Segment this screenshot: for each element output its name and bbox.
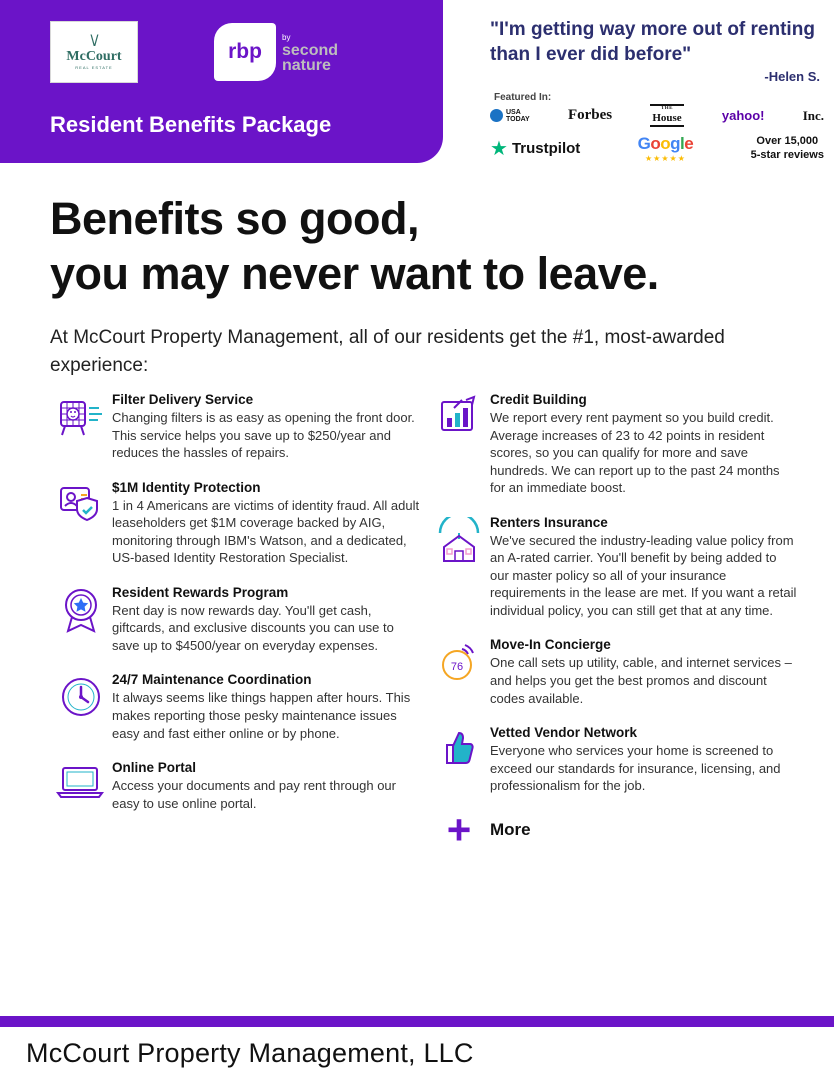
header <box>0 0 834 172</box>
benefit-body <box>490 392 798 497</box>
benefit-description: It always seems like things happen after hours. This makes reporting those pesky maintenance issues easy and fast either online or by phone. <box>112 690 411 741</box>
page-subheadline: At McCourt Property Management, all of our residents get the #1, most-awarded experience: <box>50 327 725 376</box>
featured-in-label: Featured In: <box>494 92 552 103</box>
filter-delivery-icon <box>50 392 112 462</box>
benefit-item <box>50 585 420 655</box>
thumbs-up-icon <box>428 725 490 795</box>
benefits-column-right <box>428 392 798 853</box>
benefit-item <box>428 637 798 707</box>
google-wordmark: Google <box>637 134 694 153</box>
benefit-item <box>50 392 420 462</box>
testimonial-quote: "I'm getting way more out of renting than I ever did before" <box>490 19 815 65</box>
second-nature-line1: second <box>282 42 339 60</box>
benefit-body <box>490 725 798 795</box>
press-logos-row-1 <box>490 104 824 127</box>
rbp-brand <box>282 30 338 73</box>
google-logo <box>638 134 694 163</box>
benefit-body <box>112 672 420 742</box>
footer <box>0 1024 834 1080</box>
benefit-title: 24/7 Maintenance Coordination <box>112 672 312 688</box>
laptop-icon <box>50 760 112 812</box>
headline-line-1: Benefits so good, <box>50 193 420 244</box>
benefit-body <box>112 760 420 812</box>
benefit-title: Online Portal <box>112 760 197 776</box>
footer-accent-band <box>0 1016 834 1024</box>
benefit-body <box>112 480 420 567</box>
testimonial-author: -Helen S. <box>764 69 820 85</box>
house-umbrella-icon <box>428 515 490 620</box>
usa-today-text: USA TODAY <box>506 108 530 123</box>
google-stars-icon: ★★★★★ <box>645 154 686 163</box>
mccourt-logo-name: McCourt <box>66 49 122 64</box>
usa-today-logo <box>490 109 530 123</box>
logo-row <box>0 14 443 90</box>
benefit-description: 1 in 4 Americans are victims of identity fraud. All adult leaseholders get $1M coverage backed by AIG, monitoring through IBM's Watson, and a dedicated, US-based Identity Restoration Specialist. <box>112 497 420 566</box>
trustpilot-star-icon: ★ <box>490 137 508 160</box>
second-nature-line2: nature <box>282 57 331 75</box>
rbp-logo <box>214 23 338 81</box>
footer-company-name: McCourt Property Management, LLC <box>26 1038 474 1068</box>
clock-icon <box>50 672 112 742</box>
benefit-title: Resident Rewards Program <box>112 584 289 600</box>
testimonial-quote-block <box>490 18 820 84</box>
rbp-by-label: by <box>282 33 291 43</box>
forbes-logo: Forbes <box>567 107 613 124</box>
benefit-title: Vetted Vendor Network <box>490 725 638 741</box>
benefit-item <box>50 672 420 742</box>
page-headline <box>50 192 795 302</box>
trustpilot-text: Trustpilot <box>511 140 581 157</box>
benefit-item <box>50 480 420 567</box>
mccourt-logo <box>50 21 138 83</box>
benefit-description: We've secured the industry-leading value policy from an A-rated carrier. You'll benefit by being added to our master policy so all of your insurance requirements in the lease are met. If you want a retail individual policy, you can still get that at any time. <box>490 532 797 618</box>
benefit-description: We report every rent payment so you build credit. Average increases of 23 to 42 points in resident scores, so you can qualify for more and save hundreds. We can report up to the past 24 months for an immediate boost. <box>490 410 780 496</box>
credit-chart-icon <box>428 392 490 497</box>
more-label: More <box>490 819 531 839</box>
benefit-item <box>428 392 798 497</box>
svg-text:76: 76 <box>450 661 464 674</box>
yahoo-logo: yahoo! <box>721 108 765 124</box>
identity-shield-icon <box>50 480 112 567</box>
benefit-title: Filter Delivery Service <box>112 392 254 407</box>
usa-today-dot-icon <box>490 109 503 122</box>
reviews-count: Over 15,000 5-star reviews <box>750 134 824 161</box>
move-in-concierge-icon <box>428 637 490 707</box>
benefit-body <box>490 515 798 620</box>
benefit-description: Rent day is now rewards day. You'll get cash, giftcards, and exclusive discounts you can use to save up to $4500/year on everyday expenses. <box>112 602 394 653</box>
benefit-item <box>50 760 420 812</box>
benefit-title: $1M Identity Protection <box>112 479 261 495</box>
benefit-description: Changing filters is as easy as opening the front door. This service helps you save up to $250/year and reduces the hassles of repairs. <box>112 410 415 461</box>
plus-icon: + <box>446 805 472 853</box>
benefit-title: Credit Building <box>490 392 587 407</box>
benefit-title: Move-In Concierge <box>490 637 611 653</box>
press-logos-row-2 <box>490 134 824 163</box>
rbp-badge: rbp <box>214 23 276 81</box>
benefit-description: One call sets up utility, cable, and internet services – and helps you get the best promos and discount codes available. <box>490 655 792 706</box>
benefit-item <box>428 725 798 795</box>
benefit-description: Access your documents and pay rent through our easy to use online portal. <box>112 778 396 811</box>
benefit-body <box>112 585 420 655</box>
rewards-badge-icon <box>50 585 112 655</box>
benefit-title: Renters Insurance <box>490 514 608 530</box>
benefits-column-left <box>50 392 420 830</box>
more-row <box>428 805 798 853</box>
benefit-body <box>112 392 420 462</box>
package-title: Resident Benefits Package <box>50 112 332 137</box>
wings-icon: \/ <box>90 33 98 50</box>
inc-logo: Inc. <box>802 107 824 123</box>
the-house-logo: THE House <box>650 104 683 127</box>
benefit-item <box>428 515 798 620</box>
mccourt-logo-subtitle: REAL ESTATE <box>75 65 113 70</box>
trustpilot-logo <box>490 139 580 159</box>
headline-line-2: you may never want to leave. <box>50 247 659 299</box>
benefit-description: Everyone who services your home is screened to exceed our standards for insurance, licensing, and professionalism for the job. <box>490 743 781 794</box>
benefit-body <box>490 637 798 707</box>
